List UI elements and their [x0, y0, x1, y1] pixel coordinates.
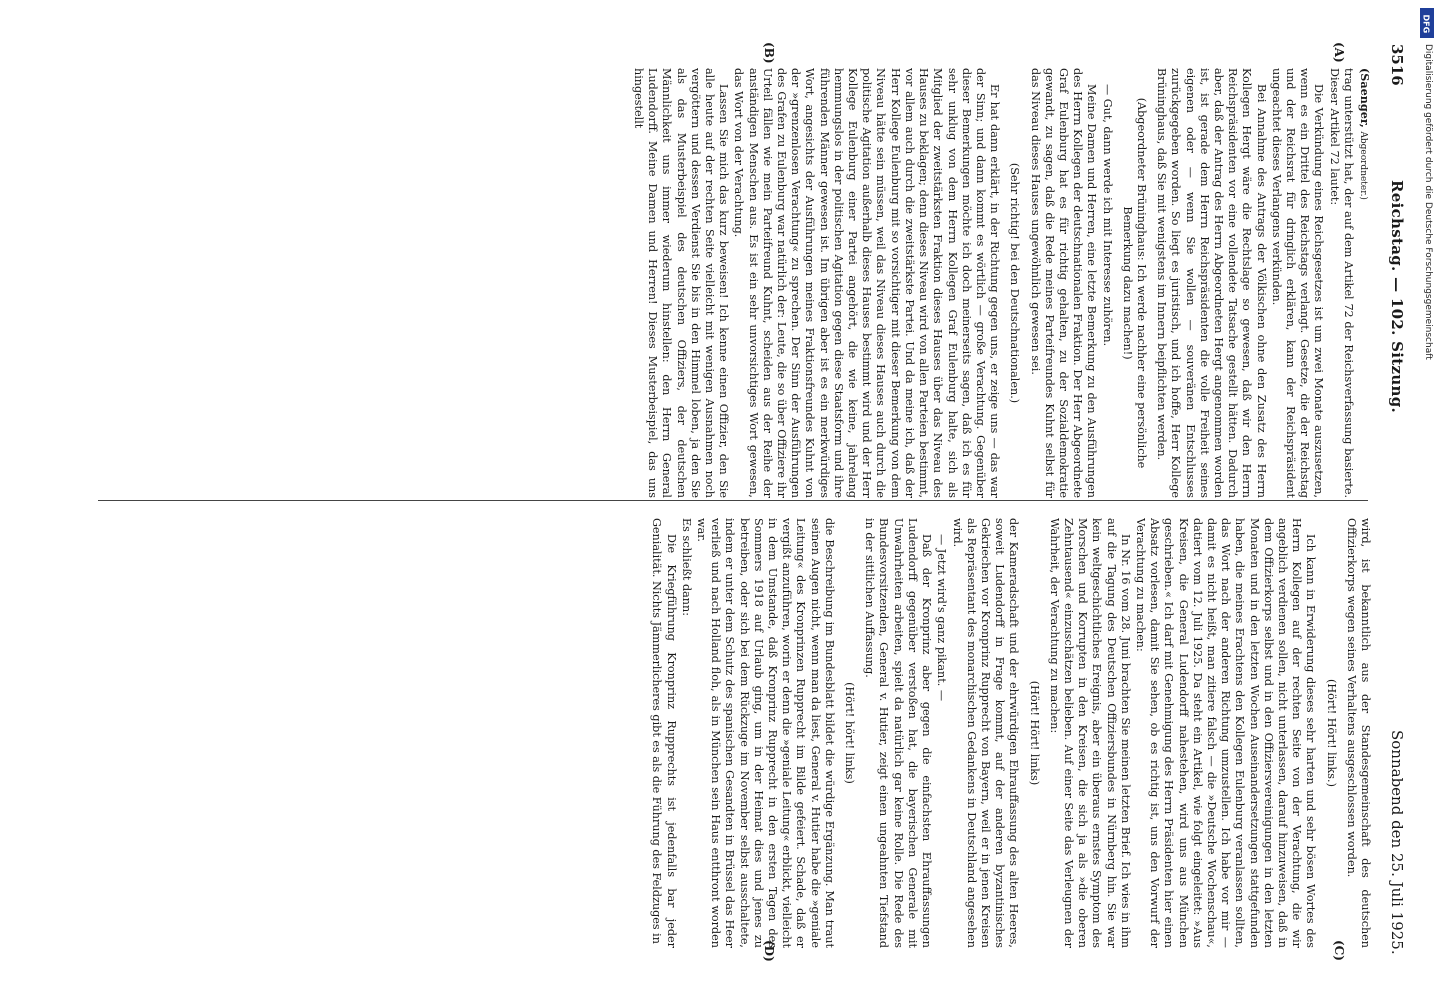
margin-letter-c: (C) — [1332, 940, 1346, 961]
page-header — [1378, 40, 1408, 966]
page-number: 3516 — [1388, 44, 1406, 86]
quoted-text: Die Kriegführung Kronprinz Rupprechts ist jedenfalls bar jeder Genialität. Nichts Jämmerlicheres gibt es als die Führung des Feldzuges in — [650, 518, 678, 948]
speaker-line — [1356, 68, 1372, 498]
quoted-text: der Kameradschaft und der ehrwürdigen Ehrauffassung des alten Heeres, soweit Ludendorff in Frage kommt, auf der anderen byzantinisches Gekriechen vor Kronprinz Rupprecht von Bayern, weil er in jenen Kreisen als Repräsentant des monarchischen Gedankens in Deutschland angesehen wird. — [950, 518, 1021, 948]
digitization-note-text: Digitalisierung gefördert durch die Deutsche Forschungsgemeinschaft — [1423, 44, 1433, 360]
paragraph: Meine Damen und Herren, eine letzte Bemerkung zu den Ausführungen des Herrn Kollegen der deutschnationalen Fraktion. Der Herr Abgeordnete Graf Eulenburg hat es für richtig gehalten, zu der Sozialdemokratie gewandt, zu sagen, daß die Rede meines Parteifreundes Kuhnt selbst für das Niveau dieses Hauses ungewöhnlich gewesen sei. — [1028, 68, 1099, 498]
margin-letter-d: (D) — [762, 940, 776, 962]
page-title: Reichstag. — 102. Sitzung. — [1388, 180, 1406, 414]
dfg-logo: DFG — [1420, 8, 1434, 38]
speaker-name: (Saenger, — [1358, 68, 1372, 128]
column-divider — [98, 500, 1368, 501]
paragraph: Lassen Sie mich das kurz beweisen! Ich kenne einen Offizier, den Sie alle heute auf der rechten Seite vielleicht mit wenigen Ausnahmen noch vergöttern und dessen Verdienst Sie bis in den Himmel loben, ja den Sie als das Musterbeispiel des deutschen Offiziers, der deutschen Männlichkeit uns immer wiederum hinstellen: den Herrn General Ludendorff. Meine Damen und Herren! Dieses Musterbeispiel, das uns hingestellt — [632, 68, 731, 498]
quoted-article: Die Verkündung eines Reichsgesetzes ist um zwei Monate auszusetzen, wenn es ein Drittel des Reichstags verlangt. Gesetze, die der Reichstag und der Reichsrat für dringlich erklären, kann der Reichspräsident ungeachtet dieses Verlangens verkünden. — [1269, 68, 1326, 498]
paragraph: Er hat dann erklärt, in der Richtung gegen uns, er zeige uns — das war der Sinn; und dann kommt es wörtlich — große Verachtung. Gegenüber dieser Bemerkungen möchte ich doch meinerseits sagen, daß ich es für sehr unklug von dem Herrn Kollegen Graf Eulenburg halte, sich als Mitglied der zweitstärksten Fraktion dieses Hauses über das Niveau des Hauses zu beklagen; denn dieses Niveau wird von allen Parteien bestimmt, vor allem auch durch die zweitstärkste Partei. Und da meine ich, daß der Herr Kollege Eulenburg mit so vorsichtiger mit dieser Bemerkung von dem Niveau hätte sein müssen, weil das Niveau dieses Hauses auch durch die politische Agitation außerhalb dieses Hauses bestimmt wird und der Herr Kollege Eulenburg einer Partei angehört, die wie keine, jahrelang hemmungslos in der politischen Agitation gegen diese Staatsform und ihre führenden Männer gewesen ist. Im übrigen aber ist es ein merkwürdiges Wort, angesichts der Ausführungen meines Fraktionsfreundes Kuhnt von der »grenzenlosen Verachtung« zu sprechen. Der Sinn der Ausführungen des Grafen zu Eulenburg war natürlich der: Leute, die so über Offiziere ihr Urteil fällen wie mein Parteifreund Kuhnt, scheiden aus der Reihe der anständigen Menschen aus. Es ist ein sehr unvorsichtiges Wort gewesen, das Wort von der Verachtung. — [732, 68, 1002, 498]
left-column — [92, 68, 1372, 498]
document-page — [86, 40, 1416, 966]
right-column — [92, 518, 1372, 948]
paragraph: — Gut, dann werde ich mit Interesse zuhören. — [1100, 84, 1114, 347]
interjection: (Abgeordneter Brüninghaus: Ich werde nachher eine persönliche Bemerkung dazu machen!) — [1120, 97, 1148, 469]
paragraph: — Jetzt wird's ganz pikant. — — [935, 534, 949, 702]
speaker-role: Abgeordneter.) — [1358, 131, 1368, 200]
paragraph: Ich kann in Erwiderung dieses sehr harten und sehr bösen Wortes des Herrn Kollegen auf der rechten Seite von der Verachtung, die wir angeblich verdienen sollen, nicht unterlassen, darauf hinzuweisen, daß in dem Offizierkorps selbst und in den Offiziersvereinigungen in den letzten Monaten und in den letzten Wochen Auseinandersetzungen stattgefunden haben, die meines Erachtens den Kollegen Eulenburg veranlassen sollten, das Wort nach der anderen Richtung umzustellen. Ich habe vor mir — damit es nicht heißt, man zitiere falsch — die »Deutsche Wochenschau«, datiert vom 12. Juli 1925. Da steht ein Artikel, wie folgt eingeleitet: »Aus Kreisen, die General Ludendorff nahestehen, wird uns aus München geschrieben.« Ich darf mit Genehmigung des Herrn Präsidenten hier einen Absatz vorlesen, damit Sie sehen, ob es richtig ist, uns den Vorwurf der Verachtung zu machen: — [1133, 518, 1318, 948]
page-date: Sonnabend den 25. Juli 1925. — [1388, 730, 1406, 955]
margin-letter-a: (A) — [1332, 42, 1346, 63]
quoted-text: In Nr. 16 vom 28. Juni brachten Sie meinen letzten Brief. Ich wies in ihm auf die Tagung des Deutschen Offiziersbundes in Nürnberg hin. Sie war kein weltgeschichtliches Ereignis, aber ein überaus ernstes Symptom des Morschen und Korrupten in den Kreisen, die sich ja als »die oberen Zehntausend« einzuschätzen belieben. Auf einer Seite das Verleugnen der Wahrheit, der Verachtung zu machen: — [1047, 518, 1132, 948]
interjection: (Hört! Hört! links.) — [1324, 679, 1338, 787]
quoted-text: Daß der Kronprinz aber gegen die einfachsten Ehrauffassungen Ludendorff gegenüber verstoßen hat, die bayerischen Generale mit Unwahrheiten arbeiten, spielt da natürlich gar keine Rolle. Die Rede des Bundesvorsitzenden, General v. Hutier, zeigt einen ungeahnten Tiefstand in der sittlichen Auffassung. — [863, 518, 934, 948]
interjection: (Hört! hört! links) — [843, 682, 857, 784]
quoted-text: die Beschreibung im Bundesblatt bildet die würdige Ergänzung. Man traut seinen Augen nicht, wenn man da liest, General v. Hutier habe die »geniale Leitung« des Kronprinzen Rupprecht im Bilde gefeiert. Schade, daß er vergißt anzuführen, worin er denn die »geniale Leitung« erblickt, vielleicht in dem Umstande, daß Kronprinz Rupprecht in den ersten Tagen des Sommers 1918 auf Urlaub ging, um in der Heimat dies und jenes zu betreiben, oder sich bei dem Rückzuge im November selbst ausschaltete, indem er unter dem Schutz des spanischen Gesandten in Brüssel das Heer verließ und nach Holland floh, als in München sein Haus entthront worden war. — [695, 518, 836, 948]
interjection: (Sehr richtig! bei den Deutschnationalen.) — [1008, 162, 1022, 404]
margin-letter-b: (B) — [762, 42, 776, 64]
paragraph: Es schließt dann: — [679, 518, 693, 616]
paragraph: Bei Annahme des Antrags der Völkischen ohne den Zusatz des Herrn Kollegen Hergt wäre die Rechtslage so gewesen, daß wir den Herrn Reichspräsidenten vor eine vollendete Tatsache gestellt hätten. Dadurch aber, daß der Antrag des Herrn Abgeordneten Hergt angenommen worden ist, ist gerade dem Herrn Reichspräsidenten die volle Freiheit seines eigenen oder — wenn Sie wollen — souveränen Entschlusses zurückgegeben worden. So liegt es juristisch, und ich hoffe, Herr Kollege Brüninghaus, daß Sie mit wenigstens im Innern beipflichten werden. — [1155, 68, 1268, 498]
paragraph: trag unterstützt hat, der auf dem Artikel 72 der Reichsverfassung basierte. Dieser Artikel 72 lautet: — [1327, 68, 1355, 498]
digitization-note — [1419, 44, 1433, 1004]
interjection: (Hört! Hört! links) — [1027, 680, 1041, 786]
paragraph: wird, ist bekanntlich aus der Standesgemeinschaft des deutschen Offizierkorps wegen seines Verhaltens ausgeschlossen worden. — [1344, 518, 1372, 948]
